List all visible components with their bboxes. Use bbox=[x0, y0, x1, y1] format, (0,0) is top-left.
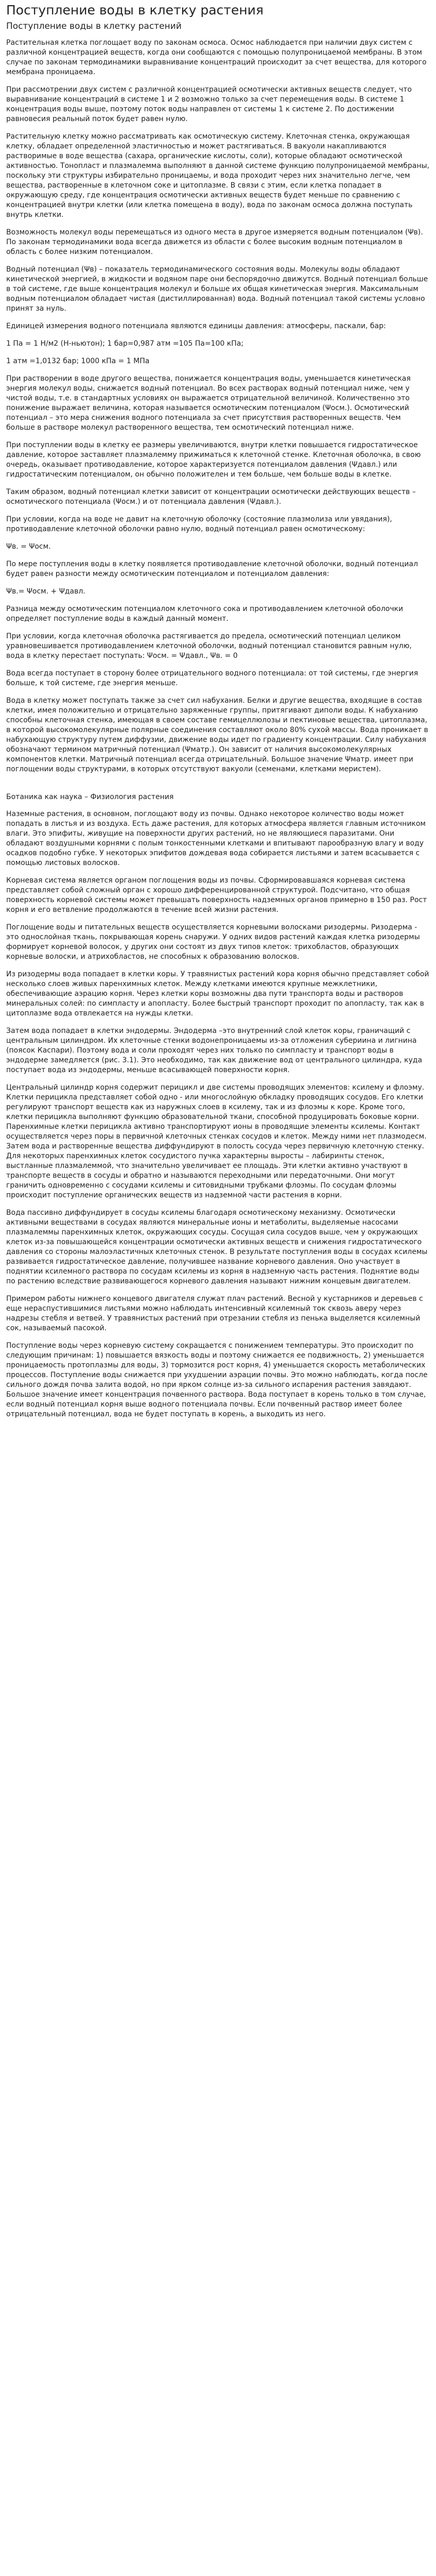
paragraph: Центральный цилиндр корня содержит перицикл и две системы проводящих элементов: ксилему и флоэму. Клетки перицикла представляет собой одно - или многослойную обкладку проводящих сосудов. Его клетки регулируют транспорт веществ как из наружных слоев в ксилему, так и из флоэмы к коре. Кроме того, клетки перицикла выполняют функцию образовательной ткани, способной продуцировать боковые корни. Паренхимные клетки перицикла активно транспортируют ионы в проводящие элементы ксилемы. Контакт осуществляется через поры в первичной клеточных стенках сосудов и клеток. Между ними нет плазмодесм. Затем вода и растворенные вещества диффундируют в полость сосуда через первичную клеточную стенку. Для некоторых паренхимных клеток сосудистого пучка характерны выросты – лабиринты стенок, выстланные плазмалеммой, что значительно увеличивает ее площадь. Эти клетки активно участвуют в транспорте веществ в сосуды и обратно и называются переходными или передаточными. Они могут граничить одновременно с сосудами ксилемы и ситовидными трубками флоэмы. По сосудам флоэмы происходит поступление органических веществ из надземной части растения в корни. bbox=[6, 1083, 427, 1199]
paragraph: Корневая система является органом поглощения воды из почвы. Сформировавшаяся корневая система представляет собой сложный орган с хорошо дифференцированной структурой. Подсчитано, что общая поверхность корневой системы может превышать поверхность надземных органов примерно в 150 раз. Рост корня и его ветвление продолжаются в течение всей жизни растения. bbox=[6, 876, 427, 914]
paragraph: При рассмотрении двух систем с различной концентрацией осмотически активных веществ следует, что выравнивание концентраций в системе 1 и 2 возможно только за счет перемещения воды. В системе 1 концентрация воды выше, поэтому поток воды направлен от системы 1 к системе 2. По достижении равновесия реальный поток будет равен нулю. bbox=[6, 86, 412, 123]
page-title: Поступление воды в клетку растения bbox=[6, 3, 264, 18]
paragraph: Наземные растения, в основном, поглощают воду из почвы. Однако некоторое количество воды может попадать в листья и из воздуха. Есть даже растения, для которых атмосфера является главным источником влаги. Это эпифиты, живущие на поверхности других растений, но не являющиеся паразитами. Они обладают воздушными корнями с полым тонкостенными клетками и впитывают парообразную влагу и воду осадков подобно губке. У некоторых эпифитов дождевая вода собирается листьями и затем всасывается с помощью листовых волосков. bbox=[6, 810, 426, 867]
formula-line: Ψв.= Ψосм. + Ψдавл. bbox=[6, 587, 85, 596]
paragraph: Водный потенциал (Ψв) – показатель термодинамического состояния воды. Молекулы воды обладают кинетической энергией, в жидкости и водяном паре они беспорядочно движутся. Водный потенциал больше в той системе, где выше концентрация молекул и больше их общая кинетическая энергия. Максимальным водным потенциалом обладает чистая (дистиллированная) вода. Водный потенциал такой системы условно принят за нуль. bbox=[6, 265, 428, 313]
paragraph: При условии, когда на воде не давит на клеточную оболочку (состояние плазмолиза или увядания), противодавление клеточной оболочки равно нулю, водный потенциал равен осмотическому: bbox=[6, 515, 392, 533]
paragraph: Вода всегда поступает в сторону более отрицательного водного потенциала: от той системы, где энергия больше, к той системе, где энергия меньше. bbox=[6, 669, 418, 687]
paragraph: Растительную клетку можно рассматривать как осмотическую систему. Клеточная стенка, окружающая клетку, обладает определенной эластичностью и может растягиваться. В вакуоли накапливаются растворимые в воде вещества (сахара, органические кислоты, соли), которые обладают осмотической активностью. Тонопласт и плазмалемма выполняют в данной системе функцию полупроницаемой мембраны, поскольку эти структуры избирательно проницаемы, и вода проходит через них значительно легче, чем вещества, растворенные в клеточном соке и цитоплазме. В связи с этим, если клетка попадает в окружающую среду, где концентрация осмотически активных веществ будет меньше по сравнению с концентрацией внутри клетки (или клетка помещена в воду), вода по законам осмоса должна поступать внутрь клетки. bbox=[6, 132, 430, 219]
paragraph: По мере поступления воды в клетку появляется противодавление клеточной оболочки, водный потенциал будет равен разности между осмотическим потенциалом и потенциалом давления: bbox=[6, 560, 418, 578]
paragraph: Вода в клетку может поступать также за счет сил набухания. Белки и другие вещества, входящие в состав клетки, имея положительно и отрицательно заряженные группы, притягивают диполи воды. К набуханию способны клеточная стенка, имеющая в своем составе гемицеллюлозы и пектиновые вещества, цитоплазма, в которой высокомолекулярные полярные соединения составляют около 80% сухой массы. Вода проникает в набухающую структуру путем диффузии, движение воды идет по градиенту концентрации. Силу набухания обозначают термином матричный потенциал (Ψматр.). Он зависит от наличия высокомолекулярных компонентов клетки. Матричный потенциал всегда отрицательный. Большое значение Ψматр. имеет при поглощении воды структурами, в которых отсутствуют вакуоли (семенами, клетками меристем). bbox=[6, 697, 428, 773]
formula-line: 1 атм =1,0132 бар; 1000 кПа = 1 МПа bbox=[6, 357, 150, 365]
page-subtitle: Поступление воды в клетку растений bbox=[6, 21, 182, 31]
section-heading: Ботаника как наука – Физиология растения bbox=[6, 793, 174, 801]
paragraph: Растительная клетка поглощает воду по законам осмоса. Осмос наблюдается при наличии двух систем с различной концентрацией веществ, когда они сообщаются с помощью полупроницаемой мембраны. В этом случае по законам термодинамики выравнивание концентраций происходит за счет вещества, для которого мембрана проницаема. bbox=[6, 39, 427, 76]
paragraph: При поступлении воды в клетку ее размеры увеличиваются, внутри клетки повышается гидростатическое давление, которое заставляет плазмалемму прижиматься к клеточной стенке. Клеточная оболочка, в свою очередь, оказывает противодавление, которое характеризуется потенциалом давления (Ψдавл.) или гидростатическим потенциалом, он обычно положителен и тем больше, чем больше воды в клетке. bbox=[6, 441, 421, 479]
paragraph: Примером работы нижнего концевого двигателя служат плач растений. Весной у кустарников и деревьев с еще нераспустившимися листьями можно наблюдать интенсивный ксилемный ток сквозь аверу через надрезы стебля и ветвей. У травянистых растений при отрезании стебля из пенька выделяется ксилемный сок, называемый пасокой. bbox=[6, 1295, 423, 1332]
formula-line: Ψв. = Ψосм. bbox=[6, 543, 51, 551]
paragraph: Поступление воды через корневую систему сокращается с понижением температуры. Это происходит по следующим причинам: 1) повышается вязкость воды и поэтому снижается ее подвижность, 2) уменьшается проницаемость протоплазмы для воды, 3) тормозится рост корня, 4) уменьшается скорость метаболических процессов. Поступление воды снижается при ухудшении аэрации почвы. Это можно наблюдать, когда после сильного дождя почва залита водой, но при ярком солнце из-за сильного испарения растения завядают. Большое значение имеет концентрация почвенного раствора. Вода поступает в корень только в том случае, если водный потенциал корня выше водного потенциала почвы. Если почвенный раствор имеет более отрицательный потенциал, вода не будет поступать в корень, а выходить из него. bbox=[6, 1342, 428, 1418]
paragraph: При условии, когда клеточная оболочка растягивается до предела, осмотический потенциал целиком уравновешивается противодавлением клеточной оболочки, водный потенциал становится равным нулю, вода в клетку перестает поступать: Ψосм. = Ψдавл., Ψв. = 0 bbox=[6, 632, 412, 660]
paragraph: Вода пассивно диффундирует в сосуды ксилемы благодаря осмотическому механизму. Осмотически активными веществами в сосудах являются минеральные ионы и метаболиты, выделяемые насосами плазмалеммы паренхимных клеток, окружающих сосуды. Сосущая сила сосудов выше, чем у окружающих клеток из-за повышающейся концентрации осмотически активных веществ и снижения гидростатического давления со стороны малоэластичных клеточных стенок. В результате поступления воды в сосудах ксилемы развивается гидростатическое давление, получившее название корневого давления. Оно участвует в поднятии ксилемного раствора по сосудам ксилемы из корня в надземную часть растения. Поднятие воды по растению вследствие развивающегося корневого давления называют нижним концевым двигателем. bbox=[6, 1209, 428, 1285]
paragraph: При растворении в воде другого вещества, понижается концентрация воды, уменьшается кинетическая энергия молекул воды, снижается водный потенциал. Во всех растворах водный потенциал ниже, чем у чистой воды, т.е. в стандартных условиях он выражается отрицательной величиной. Количественно это понижение выражает величина, которая называется осмотическим потенциалом (Ψосм.). Осмотический потенциал – это мера снижения водного потенциала за счет присутствия растворенных веществ. Чем больше в растворе молекул растворенного вещества, тем осмотический потенциал ниже. bbox=[6, 375, 411, 432]
paragraph: Затем вода попадает в клетки эндодермы. Эндодерма –это внутренний слой клеток коры, граничащий с центральным цилиндром. Их клеточные стенки водонепроницаемы из-за отложения субериина и лигнина (поясок Каспари). Поэтому вода и соли проходят через них только по симпласту и транспорт воды в эндодерме замедляется (рис. 3.1). Это необходимо, так как движение вод от центрального цилиндра, куда поступает вода из эндодермы, меньше всасывающей поверхности корня. bbox=[6, 1027, 423, 1074]
paragraph: Поглощение воды и питательных веществ осуществляется корневыми волосками ризодермы. Ризодерма - это однослойная ткань, покрывающая корень снаружи. У одних видов растений каждая клетка ризодермы формирует корневой волосок, у других они состоят из двух типов клеток: трихобластов, образующих корневые волоски, и атрихобластов, не способных к образованию волосков. bbox=[6, 923, 420, 961]
section-gap bbox=[6, 782, 430, 792]
paragraph: Из ризодермы вода попадает в клетки коры. У травянистых растений кора корня обычно представляет собой несколько слоев живых паренхимных клеток. Между клетками имеются крупные межклетники, обеспечивающие аэрацию корня. Через клетки коры возможны два пути транспорта воды и растворов минеральных солей: по симпласту и апопласту. Более быстрый транспорт проходит по апопласту, так как в цитоплазме вода отвлекается на нужды клетки. bbox=[6, 970, 429, 1018]
paragraph: Разница между осмотическим потенциалом клеточного сока и противодавлением клеточной оболочки определяет поступление воды в каждый данный момент. bbox=[6, 605, 404, 623]
paragraph: Таким образом, водный потенциал клетки зависит от концентрации осмотически действующих веществ – осмотического потенциала (Ψосм.) и от потенциала давления (Ψдавл.). bbox=[6, 488, 416, 506]
paragraph: Единицей измерения водного потенциала являются единицы давления: атмосферы, паскали, бар: bbox=[6, 322, 386, 330]
paragraph: Возможность молекул воды перемещаться из одного места в другое измеряется водным потенциалом (Ψв). По законам термодинамики вода всегда движется из области с более высоким водным потенциалом в область с более низким потенциалом. bbox=[6, 228, 423, 256]
formula-line: 1 Па = 1 Н/м2 (Н-ньютон); 1 бар=0,987 атм =105 Па=100 кПа; bbox=[6, 340, 244, 348]
